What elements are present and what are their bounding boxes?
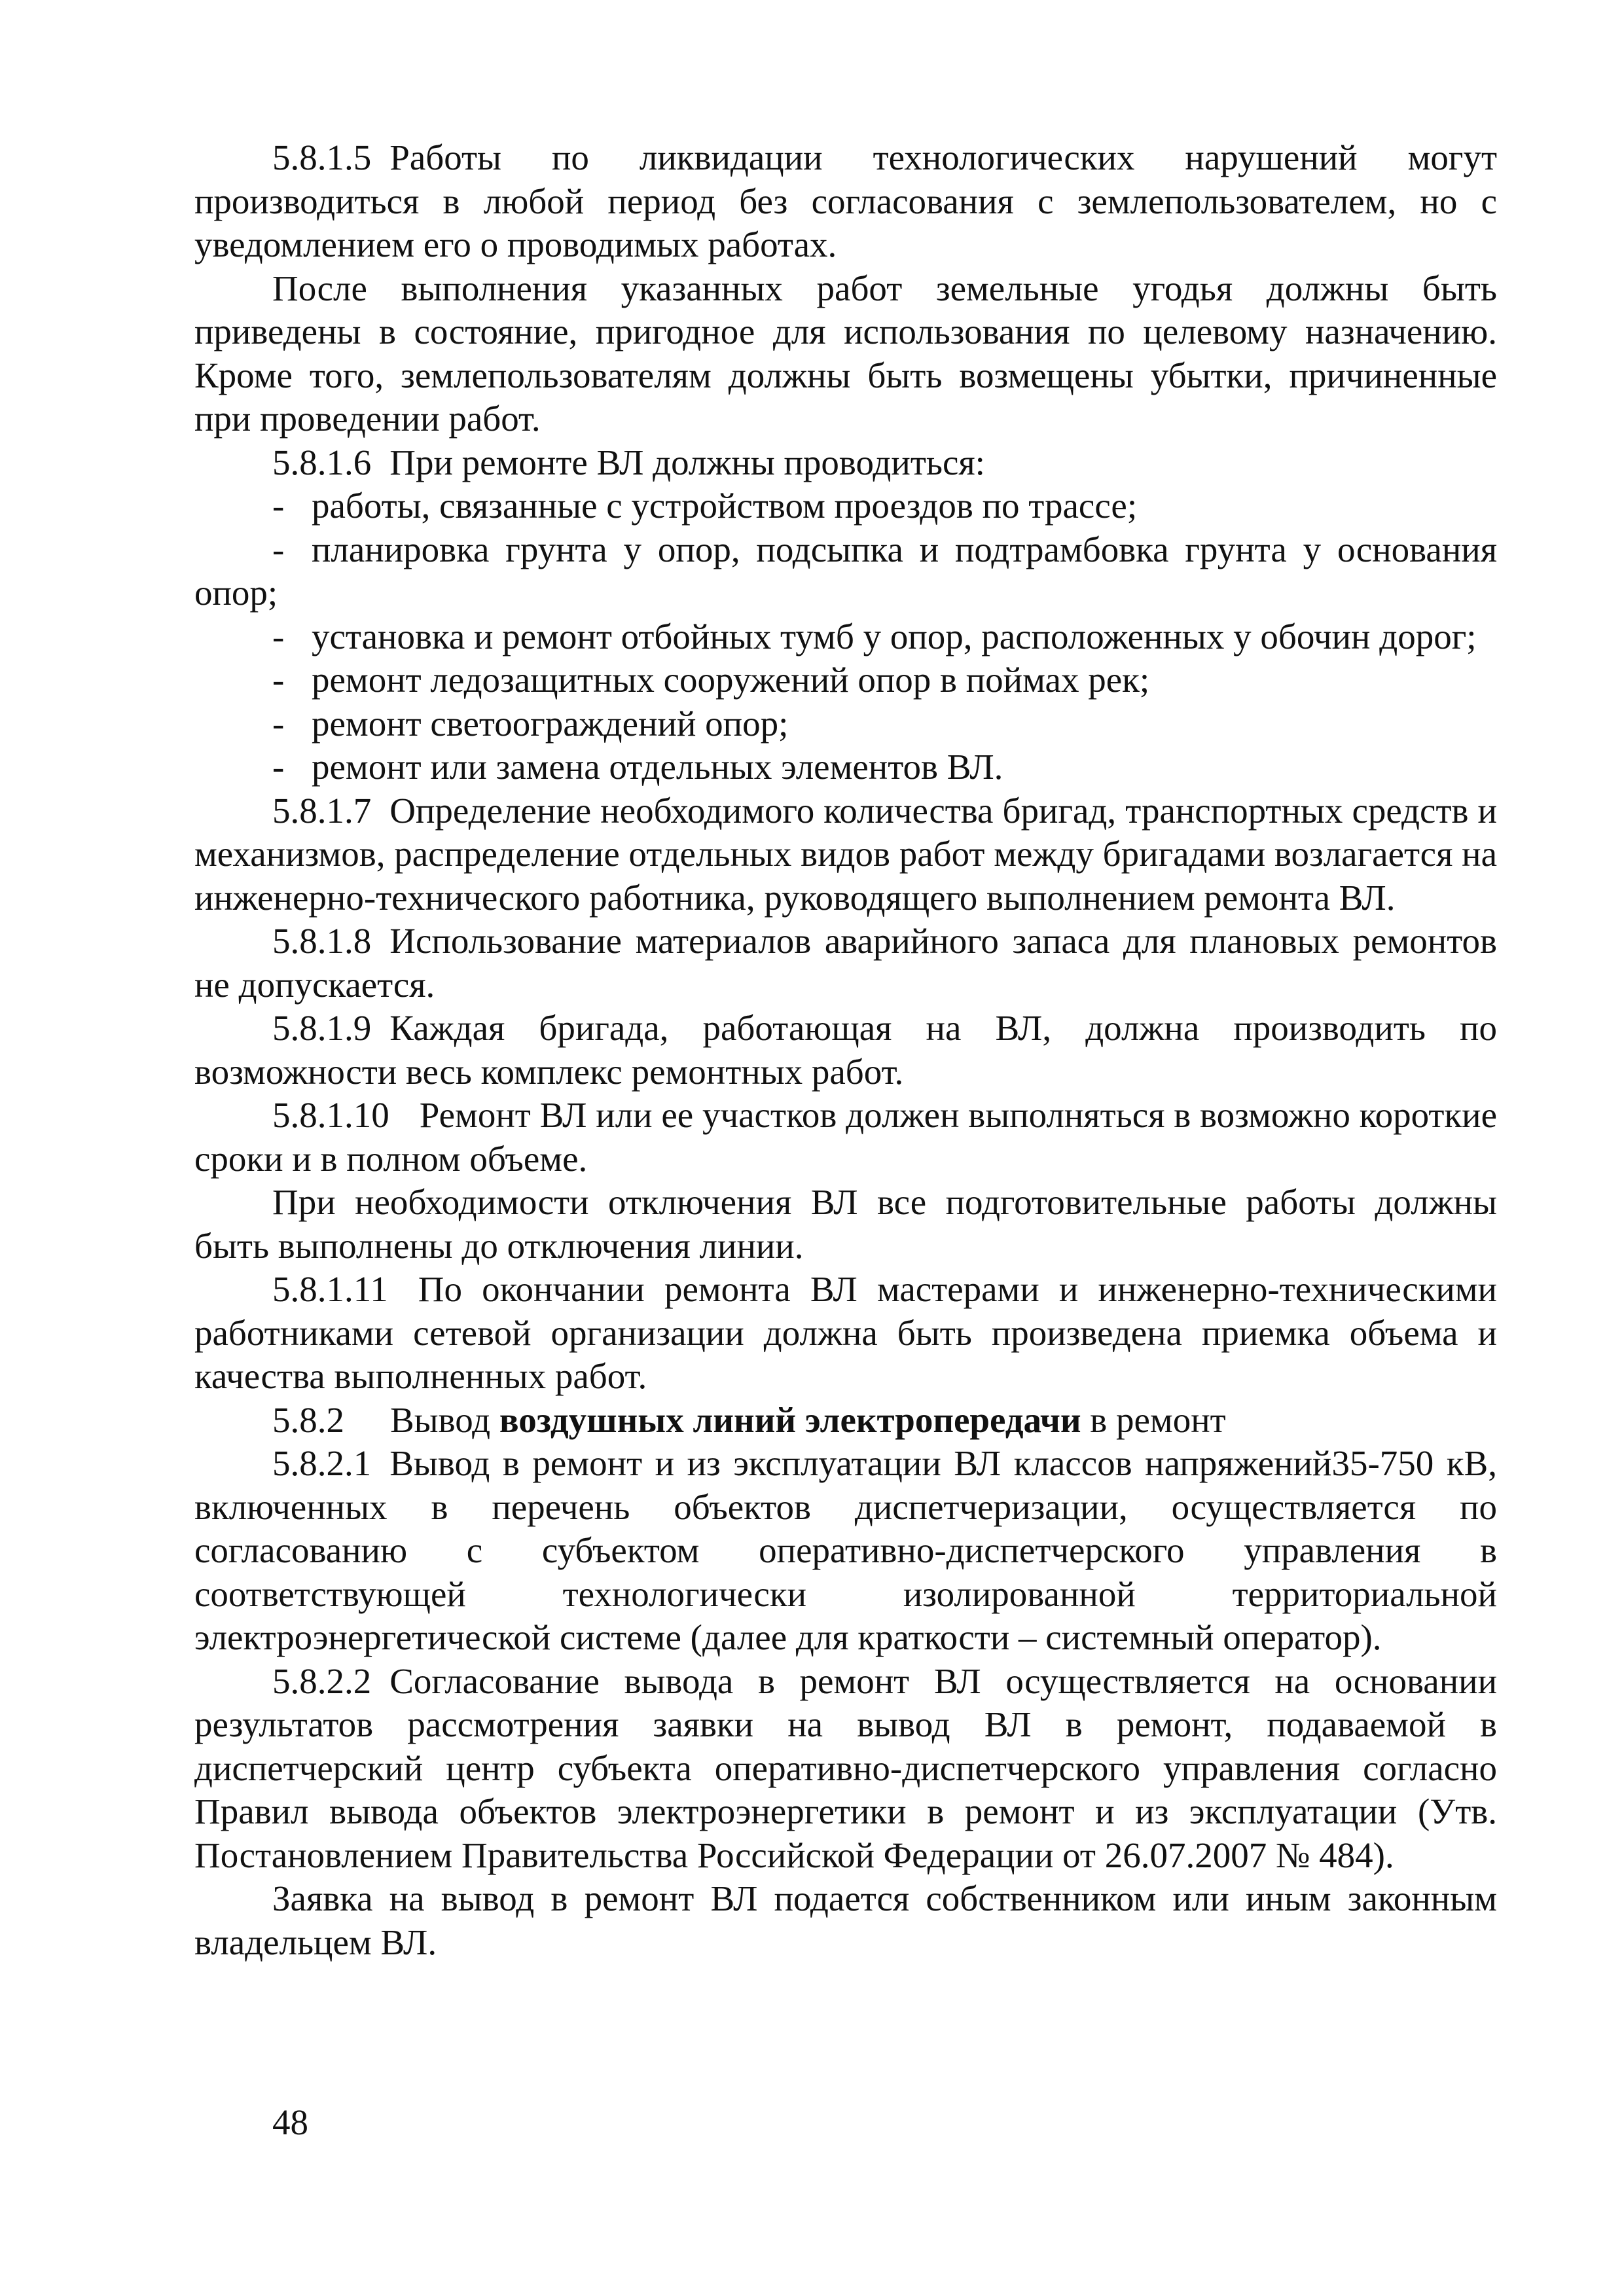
list-item	[194, 658, 1497, 702]
heading-text-end: в ремонт	[1090, 1399, 1226, 1440]
section-heading-5-8-2	[194, 1399, 1497, 1443]
paragraph-5-8-1-9	[194, 1007, 1497, 1094]
list-item-text: планировка грунта у опор, подсыпка и подтрамбовка грунта у основания опор;	[194, 529, 1497, 613]
paragraph-text: По окончании ремонта ВЛ мастерами и инженерно-техническими работниками сетевой организации должна быть произведена приемка объема и качества выполненных работ.	[194, 1269, 1497, 1396]
bullet-dash: -	[272, 747, 285, 787]
list-item	[194, 745, 1497, 789]
list-item	[194, 702, 1497, 746]
bullet-dash: -	[272, 486, 285, 526]
paragraph-5-8-1-8	[194, 920, 1497, 1007]
paragraph-text: Определение необходимого количества бригад, транспортных средств и механизмов, распределение отдельных видов работ между бригадами возлагается на инженерно-технического работника, руководящего выполнением ремонта ВЛ.	[194, 790, 1497, 918]
clause-number: 5.8.1.7	[272, 790, 372, 831]
paragraph-text: При необходимости отключения ВЛ все подготовительные работы должны быть выполнены до отключения линии.	[194, 1182, 1497, 1266]
paragraph-text: Работы по ликвидации технологических нарушений могут производиться в любой период без согласования с землепользователем, но с уведомлением его о проводимых работах.	[194, 137, 1497, 264]
paragraph-text: При ремонте ВЛ должны проводиться:	[389, 442, 985, 482]
bullet-dash: -	[272, 660, 285, 700]
paragraph-text: Каждая бригада, работающая на ВЛ, должна производить по возможности весь комплекс ремонтных работ.	[194, 1008, 1497, 1092]
paragraph-text: Ремонт ВЛ или ее участков должен выполняться в возможно короткие сроки и в полном объеме.	[194, 1095, 1497, 1179]
section-number: 5.8.2	[272, 1399, 344, 1440]
clause-number: 5.8.1.8	[272, 921, 372, 961]
clause-number: 5.8.1.6	[272, 442, 372, 482]
clause-number: 5.8.1.11	[272, 1269, 388, 1309]
list-item-text: работы, связанные с устройством проездов по трассе;	[312, 486, 1138, 526]
paragraph-text: После выполнения указанных работ земельные угодья должны быть приведены в состояние, пригодное для использования по целевому назначению. Кроме того, землепользователям должны быть возмещены убытки, причиненные при проведении работ.	[194, 268, 1497, 439]
clause-number: 5.8.2.1	[272, 1443, 372, 1483]
heading-text-start: Вывод	[390, 1399, 491, 1440]
paragraph-disconnection	[194, 1181, 1497, 1268]
document-page	[194, 136, 1497, 1964]
clause-number: 5.8.1.9	[272, 1008, 372, 1048]
paragraph-5-8-1-7	[194, 789, 1497, 920]
clause-number: 5.8.1.10	[272, 1095, 389, 1135]
paragraph-5-8-2-1	[194, 1442, 1497, 1660]
list-item	[194, 484, 1497, 528]
paragraph-restoration	[194, 267, 1497, 441]
paragraph-text: Согласование вывода в ремонт ВЛ осуществляется на основании результатов рассмотрения заявки на вывод ВЛ в ремонт, подаваемой в диспетчерский центр субъекта оперативно-диспетчерского управления согласно Правил вывода объектов электроэнергетики в ремонт и из эксплуатации (Утв. Постановлением Правительства Российской Федерации от 26.07.2007 № 484).	[194, 1660, 1497, 1875]
paragraph-text: Вывод в ремонт и из эксплуатации ВЛ классов напряжений35-750 кВ, включенных в перечень объектов диспетчеризации, осуществляется по согласованию с субъектом оперативно-диспетчерского управления в соответствующей технологически изолированной территориальной электроэнергетической системе (далее для краткости – системный оператор).	[194, 1443, 1497, 1657]
list-item-text: ремонт светоограждений опор;	[312, 703, 789, 744]
list-item	[194, 615, 1497, 659]
paragraph-5-8-1-10	[194, 1094, 1497, 1181]
paragraph-text: Заявка на вывод в ремонт ВЛ подается собственником или иным законным владельцем ВЛ.	[194, 1878, 1497, 1962]
clause-number: 5.8.1.5	[272, 137, 372, 177]
paragraph-5-8-1-11	[194, 1268, 1497, 1399]
page-number: 48	[272, 2102, 308, 2142]
paragraph-application	[194, 1877, 1497, 1964]
list-item-text: установка и ремонт отбойных тумб у опор, расположенных у обочин дорог;	[312, 616, 1477, 656]
paragraph-5-8-2-2	[194, 1660, 1497, 1878]
bullet-dash: -	[272, 616, 285, 656]
clause-number: 5.8.2.2	[272, 1660, 372, 1701]
paragraph-5-8-1-5	[194, 136, 1497, 267]
heading-text-bold: воздушных линий электропередачи	[499, 1399, 1081, 1440]
list-item	[194, 528, 1497, 615]
bullet-dash: -	[272, 529, 285, 569]
bullet-dash: -	[272, 703, 285, 744]
list-item-text: ремонт ледозащитных сооружений опор в поймах рек;	[312, 660, 1150, 700]
list-item-text: ремонт или замена отдельных элементов ВЛ.	[312, 747, 1003, 787]
paragraph-5-8-1-6	[194, 441, 1497, 485]
paragraph-text: Использование материалов аварийного запаса для плановых ремонтов не допускается.	[194, 921, 1497, 1005]
